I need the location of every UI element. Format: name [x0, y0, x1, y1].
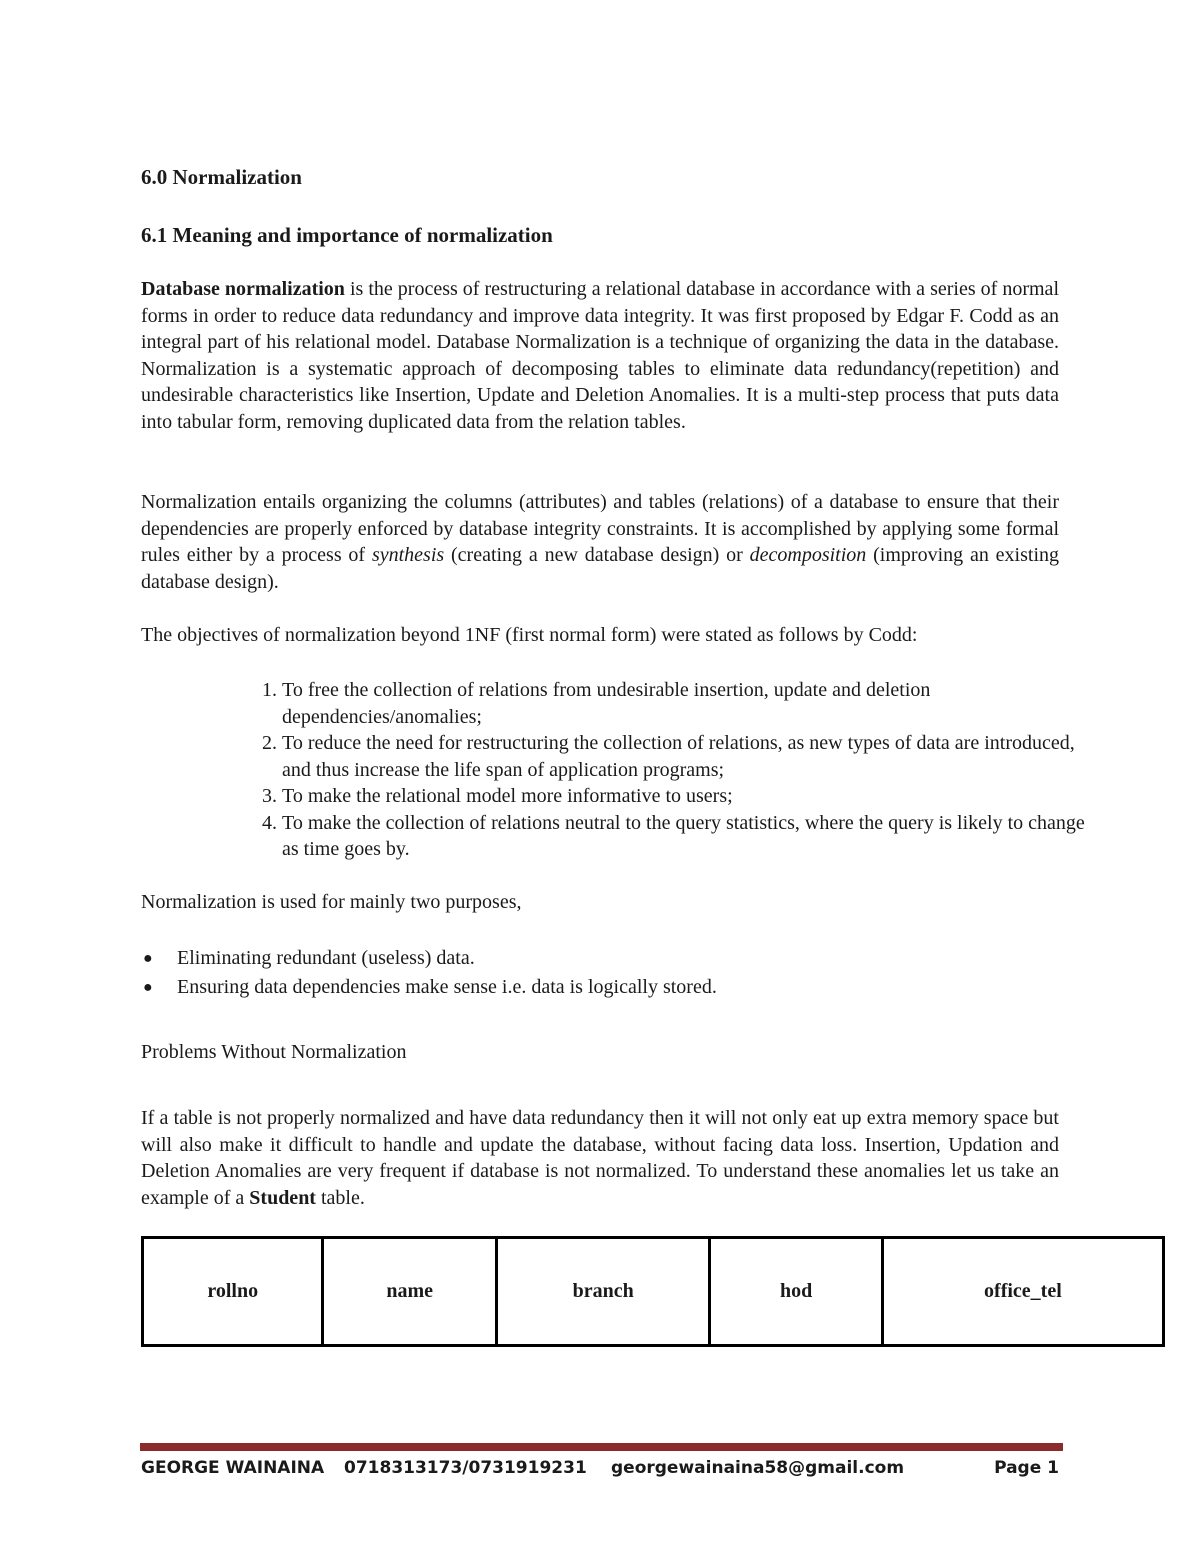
- problems-heading: Problems Without Normalization: [141, 1041, 407, 1063]
- bold-term: Database normalization: [141, 278, 345, 300]
- footer-email: georgewainaina58@gmail.com: [611, 1458, 905, 1478]
- footer-divider: [140, 1443, 1063, 1451]
- column-header-name: name: [323, 1238, 496, 1346]
- list-item: 2. To reduce the need for restructuring the collection of relations, as new types of data are introduced, and thus increase the life span of application programs;: [282, 730, 1097, 783]
- purposes-list: [141, 944, 1077, 1002]
- table-header-row: [143, 1238, 1164, 1346]
- student-table: [141, 1236, 1165, 1347]
- list-item: [143, 973, 1077, 1002]
- bullet-icon: ●: [143, 950, 153, 967]
- italic-term-decomposition: decomposition: [749, 544, 867, 566]
- paragraph-objectives-intro: The objectives of normalization beyond 1NF (first normal form) were stated as follows by Codd:: [141, 624, 918, 646]
- paragraph-entails: [141, 489, 1059, 595]
- footer-author: GEORGE WAINAINA: [141, 1458, 325, 1478]
- subsection-heading: 6.1 Meaning and importance of normalization: [141, 223, 553, 247]
- paragraph-text: If a table is not properly normalized and have data redundancy then it will not only eat up extra memory space but will also make it difficult to handle and update the database, without facing data loss. Insertion, Updation and Deletion Anomalies are very frequent if database is not normalized. To understand these anomalies let us take an example of a: [141, 1107, 1059, 1209]
- list-item-text: Eliminating redundant (useless) data.: [177, 947, 475, 969]
- column-header-branch: branch: [496, 1238, 709, 1346]
- page-footer: [141, 1458, 1059, 1484]
- list-item: 4. To make the collection of relations neutral to the query statistics, where the query is likely to change as time goes by.: [282, 810, 1097, 863]
- page-number: Page 1: [994, 1458, 1059, 1478]
- column-header-office-tel: office_tel: [882, 1238, 1163, 1346]
- column-header-rollno: rollno: [143, 1238, 323, 1346]
- paragraph-text: Normalization entails organizing the columns (attributes) and tables (relations) of a database to ensure that their dependencies are properly enforced by database integrity constraints. It is accomplished by applying some formal rules either by a process of: [141, 491, 1059, 566]
- paragraph-text: table.: [315, 1186, 365, 1209]
- column-header-hod: hod: [710, 1238, 882, 1346]
- footer-phones: 0718313173/0731919231: [344, 1458, 587, 1478]
- paragraph-purposes-intro: Normalization is used for mainly two purposes,: [141, 891, 522, 913]
- bold-term-student: Student: [249, 1186, 316, 1209]
- section-heading: 6.0 Normalization: [141, 165, 302, 189]
- list-item: 3. To make the relational model more informative to users;: [282, 783, 1097, 810]
- list-item: 1. To free the collection of relations from undesirable insertion, update and deletion dependencies/anomalies;: [282, 677, 1097, 730]
- bullet-icon: ●: [143, 979, 153, 996]
- objectives-list: [240, 677, 1097, 863]
- paragraph-problems: [141, 1105, 1059, 1211]
- list-item-text: Ensuring data dependencies make sense i.e. data is logically stored.: [177, 976, 717, 998]
- italic-term-synthesis: synthesis: [371, 544, 445, 566]
- paragraph-text: is the process of restructuring a relational database in accordance with a series of normal forms in order to reduce data redundancy and improve data integrity. It was first proposed by Edgar F. Codd as an integral part of his relational model. Database Normalization is a technique of organizing the data in the database. Normalization is a systematic approach of decomposing tables to eliminate data redundancy(repetition) and undesirable characteristics like Insertion, Update and Deletion Anomalies. It is a multi-step process that puts data into tabular form, removing duplicated data from the relation tables.: [141, 278, 1059, 433]
- paragraph-text: (creating a new database design) or: [444, 544, 750, 566]
- paragraph-text: (improving an existing database design).: [141, 544, 1059, 593]
- paragraph-definition: [141, 276, 1059, 435]
- list-item: [143, 944, 1077, 973]
